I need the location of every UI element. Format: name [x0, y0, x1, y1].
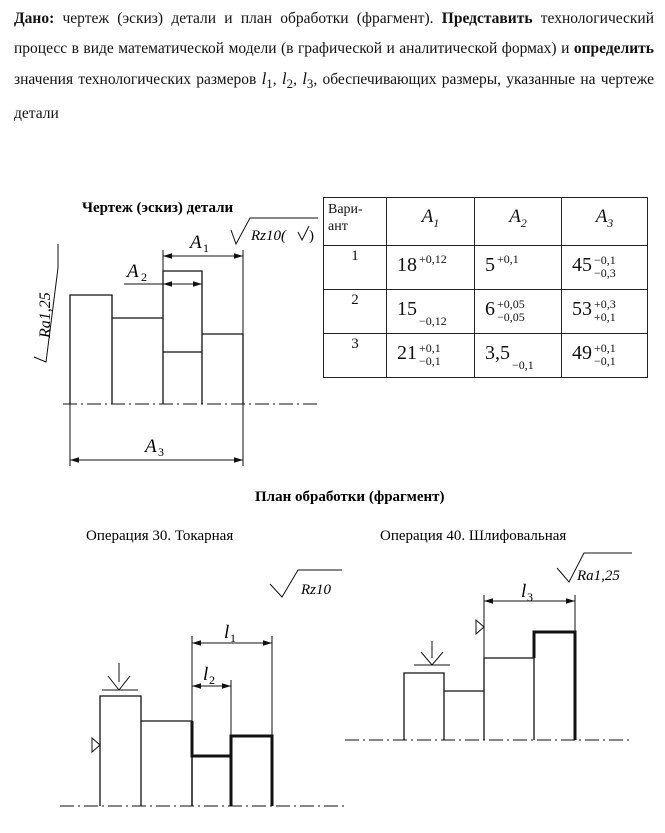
tolerance-upper: +0,12: [419, 252, 447, 266]
op40-locating-top-icon: [414, 641, 450, 665]
dim-l2: [192, 680, 231, 736]
label-A2: A: [127, 261, 139, 282]
present-label: Представить: [441, 10, 533, 27]
tolerance-upper: +0,3: [594, 297, 616, 311]
table-row: [324, 334, 648, 378]
size-l2-sub: 2: [286, 76, 294, 92]
dim-l3: [484, 595, 575, 658]
label-l1-sub: 1: [230, 631, 236, 645]
tolerance-upper: +0,1: [419, 341, 441, 355]
nominal-value: 15: [397, 298, 417, 320]
label-l2-sub: 2: [209, 673, 215, 687]
label-A2-sub: 2: [141, 270, 147, 284]
label-l2: l: [203, 664, 209, 685]
op30-part: [100, 696, 192, 806]
tolerance-pair: [594, 298, 616, 324]
op40-roughness-label: Ra1,25: [577, 568, 620, 584]
part-outline: [70, 271, 243, 404]
table-row: [324, 290, 648, 334]
label-A3-sub: 3: [158, 445, 164, 459]
cell-A1: [387, 290, 475, 334]
dim-A1: [163, 250, 243, 334]
tolerance-pair: [594, 254, 616, 280]
header-variant: Вари- ант: [324, 198, 387, 246]
cell-A2: [475, 246, 562, 290]
nominal-value: 45: [572, 254, 592, 276]
tolerance-lower: +0,1: [594, 310, 616, 324]
cell-A2: [475, 290, 562, 334]
label-l1: l: [224, 622, 230, 643]
given-label: Дано:: [14, 10, 55, 27]
roughness-top-icon: [231, 218, 318, 244]
cell-A3: [562, 290, 648, 334]
header-A2: $A_2$: [475, 198, 562, 246]
nominal-value: 18: [397, 254, 417, 276]
tolerance-upper: +0,05: [497, 297, 525, 311]
op30-roughness-label: Rz10: [301, 582, 331, 598]
size-l2: l: [281, 69, 287, 88]
tolerance-upper: +0,1: [497, 252, 519, 266]
tolerance-lower: −0,12: [419, 314, 447, 328]
op40-locating-side-icon: [476, 620, 484, 634]
label-A1-sub: 1: [203, 241, 209, 255]
table-body: [324, 246, 648, 378]
nominal-value: 53: [572, 298, 592, 320]
variants-table: [323, 197, 648, 378]
op30-machined-surfaces: [192, 721, 272, 806]
roughness-top-label: Rz10(: [251, 228, 286, 244]
op30-locating-top-icon: [102, 663, 138, 690]
op40-title: Операция 40. Шлифовальная: [380, 528, 567, 544]
cell-A2: [475, 334, 562, 378]
variant-number: 2: [324, 290, 387, 334]
tail-text: , обеспечивающих размеры, указанные на чертеже детали: [14, 71, 655, 123]
determine-label: определить: [573, 40, 654, 57]
cell-A1: [387, 246, 475, 290]
variant-number: 1: [324, 246, 387, 290]
op30-roughness-icon: [270, 570, 342, 598]
header-A3: $A_3$: [562, 198, 648, 246]
sketch-title: Чертеж (эскиз) детали: [82, 200, 234, 216]
nominal-value: 49: [572, 342, 592, 364]
op40-roughness-icon: [557, 553, 632, 584]
size-l3-sub: 3: [306, 76, 314, 92]
tolerance-lower: −0,1: [419, 354, 441, 368]
label-l3: l: [521, 581, 527, 602]
given-text: чертеж (эскиз) детали и план обработки (фрагмент).: [54, 10, 434, 27]
roughness-left-label: Ra1,25: [37, 292, 54, 338]
nominal-value: 5: [485, 254, 495, 276]
plan-title: План обработки (фрагмент): [255, 489, 445, 505]
label-A1: A: [190, 232, 202, 253]
tolerance-lower: −0,3: [594, 266, 616, 280]
tolerance-lower: −0,1: [594, 354, 616, 368]
size-l1: l: [261, 69, 267, 88]
op40-part: [404, 658, 534, 740]
tolerance-upper: +0,1: [594, 341, 616, 355]
tolerance-pair: [594, 342, 616, 368]
roughness-left-icon: [34, 244, 58, 362]
tolerance-lower: −0,1: [512, 358, 534, 372]
nominal-value: 6: [485, 298, 495, 320]
label-l3-sub: 3: [527, 590, 533, 604]
table-header-row: [324, 198, 648, 246]
header-A1: $A_1$: [387, 198, 475, 246]
variant-number: 3: [324, 334, 387, 378]
tolerance-upper: −0,1: [594, 253, 616, 267]
table-row: [324, 246, 648, 290]
nominal-value: 21: [397, 342, 417, 364]
size-l3: l: [302, 69, 307, 88]
nominal-value: 3,5: [485, 342, 510, 364]
tolerance-lower: −0,05: [497, 310, 525, 324]
determine-text: значения технологических размеров: [14, 71, 262, 88]
op30-title: Операция 30. Токарная: [86, 528, 234, 544]
roughness-top-end: ): [309, 228, 314, 244]
cell-A1: [387, 334, 475, 378]
tolerance-pair: [419, 342, 441, 368]
cell-A3: [562, 334, 648, 378]
label-A3: A: [145, 436, 157, 457]
op30-locating-side-icon: [92, 738, 100, 752]
task-statement: Дано: чертеж (эскиз) детали и план обработки (фрагмент). Представить технологический процесс в виде математической модели (в графической и аналитической формах) и определить значения технологических размеров $l_1$, $l_2$, $l_3$, обеспечивающих размеры, указанные на чертеже детали: [14, 10, 655, 123]
size-l1-sub: 1: [266, 76, 273, 92]
op40-machined-surface: [534, 632, 575, 740]
cell-A3: [562, 246, 648, 290]
tolerance-pair: [497, 298, 525, 324]
present-text: технологический процесс в виде математической модели (в графической и аналитической формах) и: [14, 10, 655, 57]
